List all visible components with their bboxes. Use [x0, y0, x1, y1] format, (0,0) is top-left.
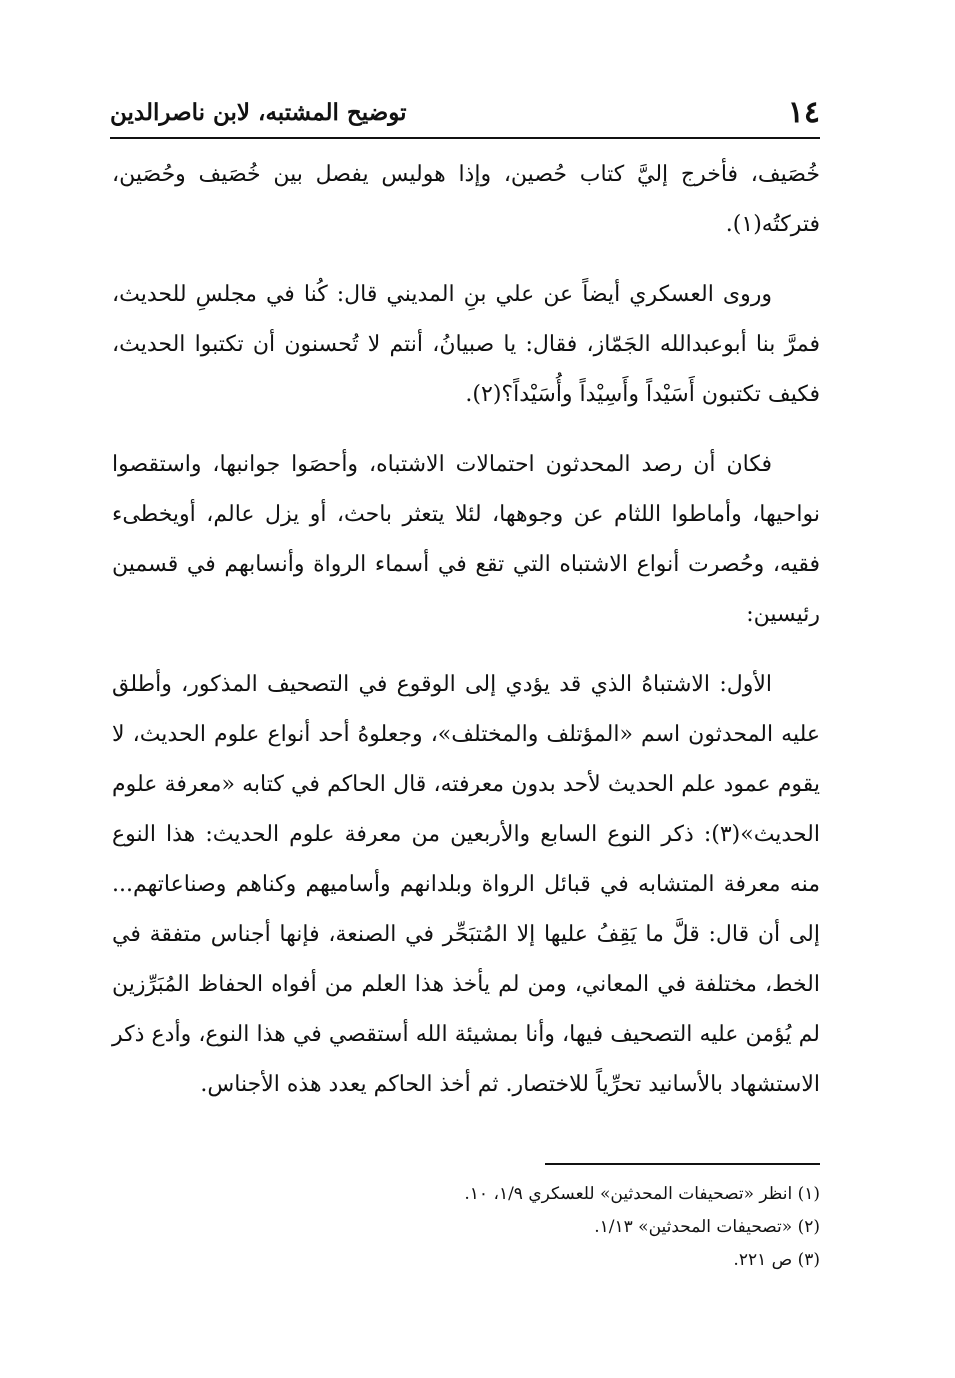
paragraph-continuation: خُصَيف، فأخرج إليَّ كتاب حُصين، وإذا هوليس يفصل بين خُصَيف وحُصَين، فتركتُه(١). [112, 162, 820, 237]
footnote-1: (١) انظر «تصحيفات المحدثين» للعسكري ١/٩، ١٠. [464, 1184, 820, 1204]
header-rule [110, 137, 820, 139]
main-text [112, 150, 820, 1110]
paragraph-askari-report: وروى العسكري أيضاً عن علي بنِ المديني قال: كُنا في مجلسِ للحديث، فمرَّ بنا أبوعبدالله الجَمّاز، فقال: يا صبيانُ، أنتم لا تُحسنون أن تكتبوا الحديث، فكيف تكتبون أَسَيْداً وأَسِيْداً وأُسَيْداً؟(٢). [112, 282, 820, 407]
footnote-2: (٢) «تصحيفات المحدثين» ١/١٣. [594, 1217, 820, 1237]
footnote-rule [545, 1163, 820, 1165]
paragraph-ambiguity-types: فكان أن رصد المحدثون احتمالات الاشتباه، وأحصَوا جوانبها، واستقصوا نواحيها، وأماطوا اللثام عن وجوهها، لئلا يتعثر باحث، أو يزل عالم، أويخطىء فقيه، وحُصرت أنواع الاشتباه التي تقع في أسماء الرواة وأنسابهم في قسمين رئيسين: [112, 452, 820, 627]
running-title: توضيح المشتبه، لابن ناصرالدين [110, 98, 407, 126]
paragraph-first-type: الأول: الاشتباهُ الذي قد يؤدي إلى الوقوع في التصحيف المذكور، وأطلق عليه المحدثون اسم «المؤتلف والمختلف»، وجعلوهُ أحد أنواع علوم الحديث، لا يقوم عمود علم الحديث لأحد بدون معرفته، قال الحاكم في كتابه «معرفة علوم الحديث»(٣): ذكر النوع السابع والأربعين من معرفة علوم الحديث: هذا النوع منه معرفة المتشابه في قبائل الرواة وبلدانهم وأساميهم وكناهم وصناعاتهم... إلى أن قال: قلَّ ما يَقِفُ عليها إلا المُتبَحِّر في الصنعة، فإنها أجناس متفقة في الخط، مختلفة في المعاني، ومن لم يأخذ هذا العلم من أفواه الحفاظ المُبَرِّزين لم يُؤمن عليه التصحيف فيها، وأنا بمشيئة الله أستقصي في هذا النوع، وأدع ذكر الاستشهاد بالأسانيد تحرِّياً للاختصار. ثم أخذ الحاكم يعدد هذه الأجناس. [112, 672, 820, 1097]
page-header [110, 92, 820, 132]
footnotes [300, 1178, 820, 1277]
page-number: ١٤ [787, 94, 820, 130]
footnote-3: (٣) ص ٢٢١. [733, 1250, 820, 1270]
